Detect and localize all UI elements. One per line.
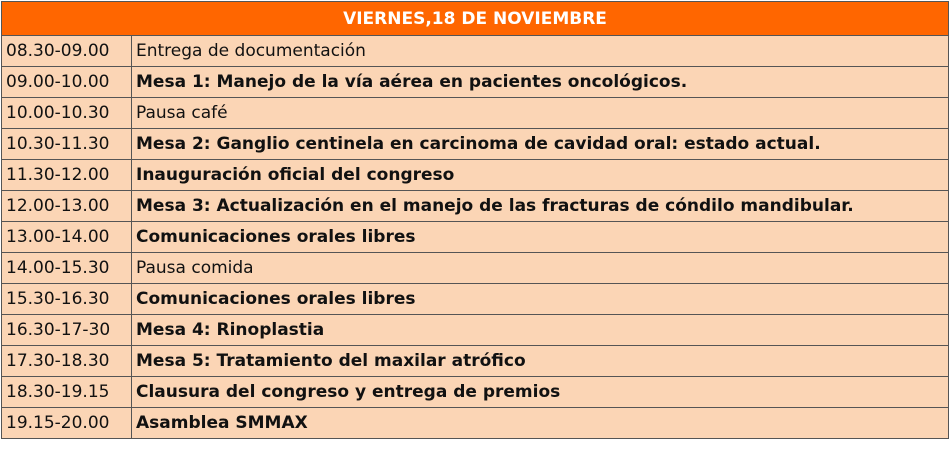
activity-cell: Pausa comida	[132, 253, 949, 284]
schedule-table	[1, 1, 949, 439]
table-row	[2, 191, 949, 222]
activity-cell: Comunicaciones orales libres	[132, 222, 949, 253]
time-cell: 09.00-10.00	[2, 67, 132, 98]
activity-cell: Pausa café	[132, 98, 949, 129]
table-row	[2, 408, 949, 439]
time-cell: 12.00-13.00	[2, 191, 132, 222]
time-cell: 15.30-16.30	[2, 284, 132, 315]
time-cell: 13.00-14.00	[2, 222, 132, 253]
time-cell: 16.30-17-30	[2, 315, 132, 346]
day-title: VIERNES,18 DE NOVIEMBRE	[2, 2, 949, 36]
activity-cell: Mesa 5: Tratamiento del maxilar atrófico	[132, 346, 949, 377]
table-row	[2, 284, 949, 315]
table-row	[2, 222, 949, 253]
table-row	[2, 253, 949, 284]
table-row	[2, 377, 949, 408]
activity-cell: Asamblea SMMAX	[132, 408, 949, 439]
activity-cell: Clausura del congreso y entrega de premios	[132, 377, 949, 408]
time-cell: 08.30-09.00	[2, 36, 132, 67]
table-row	[2, 36, 949, 67]
schedule-body	[2, 36, 949, 439]
activity-cell: Inauguración oficial del congreso	[132, 160, 949, 191]
activity-cell: Mesa 4: Rinoplastia	[132, 315, 949, 346]
table-row	[2, 160, 949, 191]
time-cell: 10.30-11.30	[2, 129, 132, 160]
activity-cell: Mesa 2: Ganglio centinela en carcinoma de cavidad oral: estado actual.	[132, 129, 949, 160]
time-cell: 11.30-12.00	[2, 160, 132, 191]
activity-cell: Mesa 3: Actualización en el manejo de las fracturas de cóndilo mandibular.	[132, 191, 949, 222]
activity-cell: Mesa 1: Manejo de la vía aérea en pacientes oncológicos.	[132, 67, 949, 98]
time-cell: 14.00-15.30	[2, 253, 132, 284]
time-cell: 10.00-10.30	[2, 98, 132, 129]
header-row	[2, 2, 949, 36]
activity-cell: Entrega de documentación	[132, 36, 949, 67]
table-row	[2, 129, 949, 160]
table-row	[2, 346, 949, 377]
activity-cell: Comunicaciones orales libres	[132, 284, 949, 315]
table-row	[2, 67, 949, 98]
time-cell: 17.30-18.30	[2, 346, 132, 377]
time-cell: 18.30-19.15	[2, 377, 132, 408]
table-row	[2, 315, 949, 346]
table-row	[2, 98, 949, 129]
time-cell: 19.15-20.00	[2, 408, 132, 439]
